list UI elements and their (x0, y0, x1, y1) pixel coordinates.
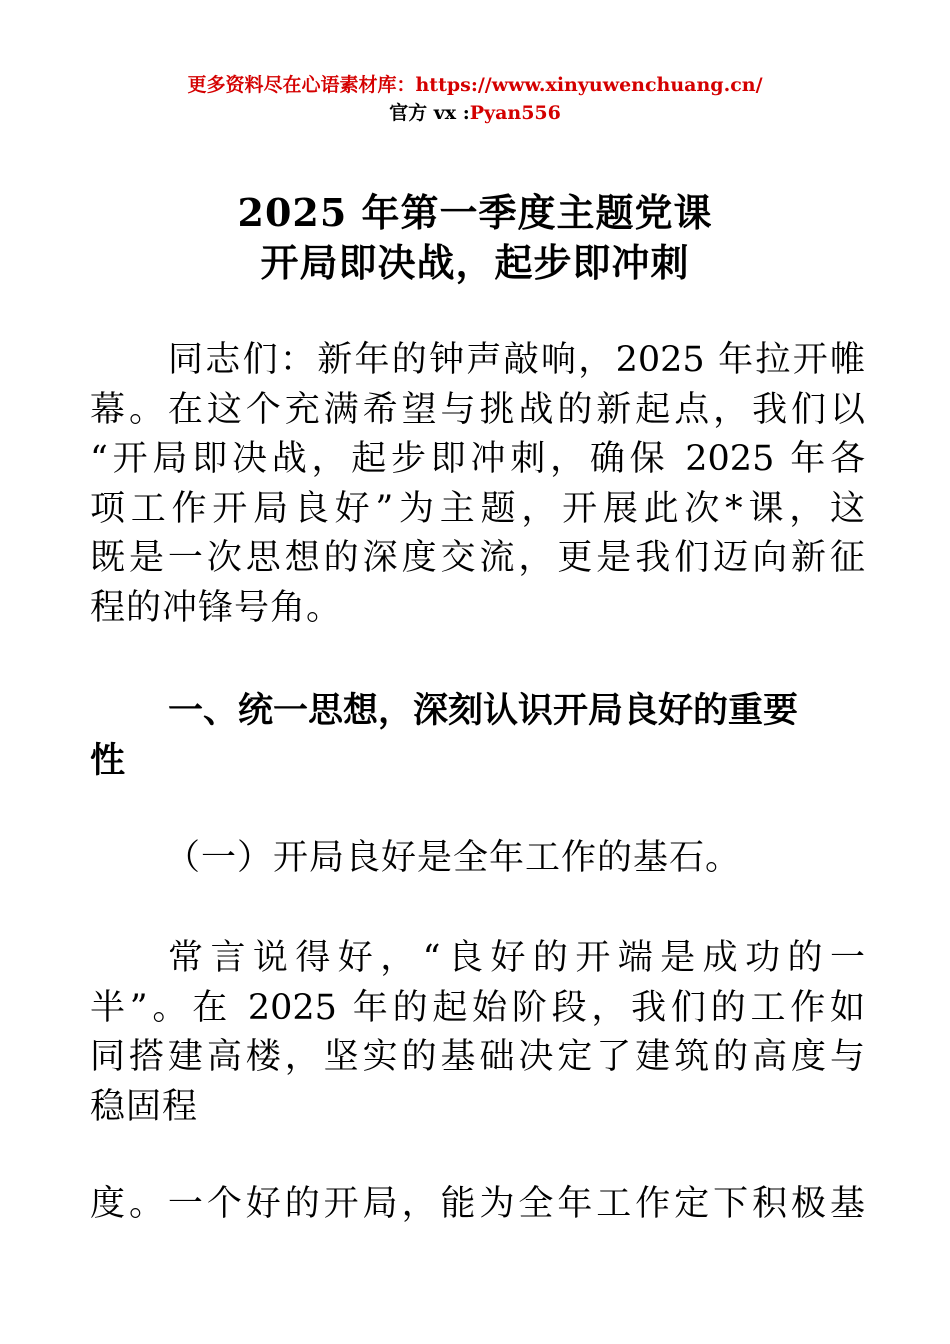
section-heading-line: 一、统一思想，深刻认识开局良好的重要 (168, 691, 799, 731)
continued-paragraph (90, 1180, 865, 1230)
header-contact (0, 98, 950, 125)
intro-line: 幕。在这个充满希望与挑战的新起点，我们以 (90, 389, 865, 430)
intro-line: 同志们：新年的钟声敲响，2025 年拉开帷 (168, 340, 865, 380)
intro-line: 项工作开局良好”为主题，开展此次*课，这 (90, 488, 865, 529)
paragraph-line: 度。一个好的开局，能为全年工作定下积极基 (90, 1184, 865, 1224)
paragraph-line: 常言说得好，“良好的开端是成功的一 (168, 938, 865, 978)
section-heading (90, 686, 865, 786)
intro-paragraph (90, 336, 865, 633)
paragraph-line: 半”。在 2025 年的起始阶段，我们的工作如 (90, 987, 865, 1028)
subsection-heading: （一）开局良好是全年工作的基石。 (165, 838, 742, 878)
section-heading-line: 性 (90, 741, 126, 781)
header-contact-prefix: 官方 vx : (389, 102, 470, 124)
intro-line: 既是一次思想的深度交流，更是我们迈向新征 (90, 538, 865, 578)
paragraph-line: 同搭建高楼，坚实的基础决定了建筑的高度与 (90, 1037, 865, 1077)
document-title: 2025 年第一季度主题党课 (237, 190, 713, 235)
intro-line: “开局即决战，起步即冲刺，确保 2025 年各 (90, 439, 865, 479)
section-paragraph (90, 934, 865, 1132)
intro-line: 程的冲锋号角。 (90, 587, 343, 628)
header-promo-text: 更多资料尽在心语素材库：https://www.xinyuwenchuang.cn/ (187, 74, 763, 96)
document-subtitle: 开局即决战，起步即冲刺 (260, 240, 690, 285)
paragraph-line: 稳固程 (90, 1086, 199, 1127)
header-contact-value: Pyan556 (469, 102, 561, 124)
